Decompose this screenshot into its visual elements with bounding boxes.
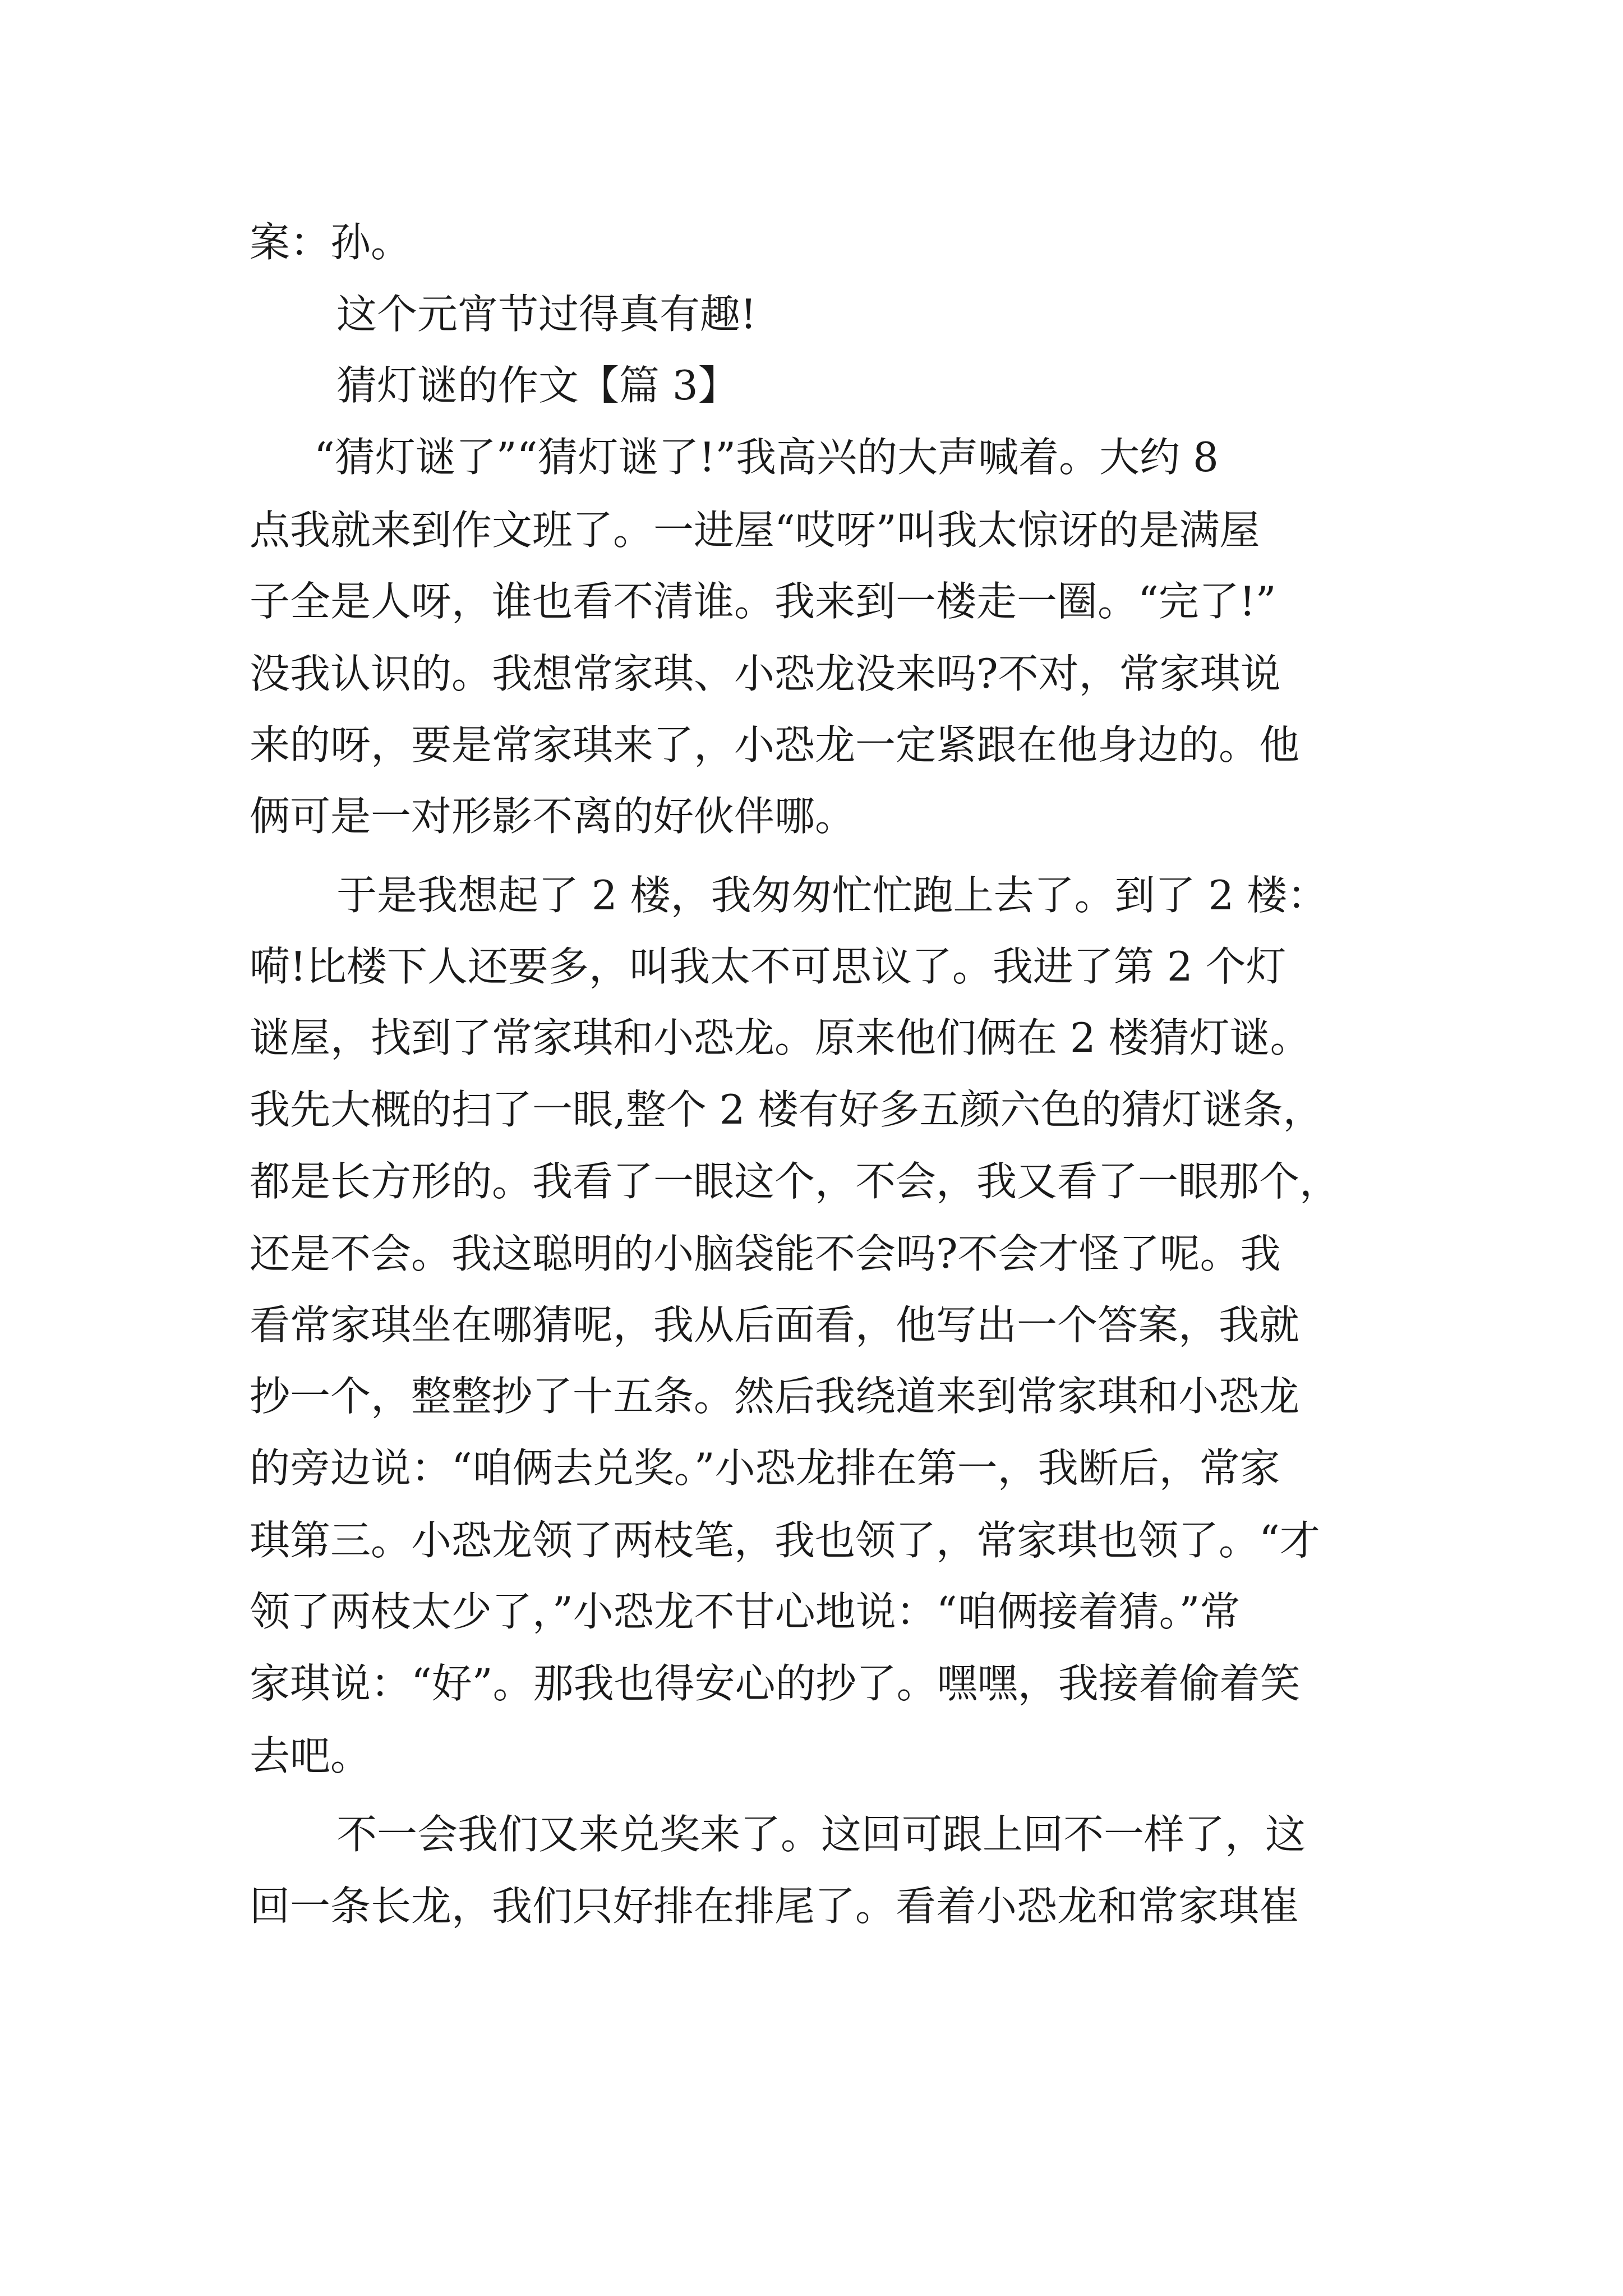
section-heading: 猜灯谜的作文【篇 3】 (336, 362, 739, 409)
paragraph-line: 回一条长龙，我们只好排在排尾了。看着小恐龙和常家琪崔 (250, 1883, 1300, 1930)
paragraph-line: 俩可是一对形影不离的好伙伴哪。 (250, 793, 856, 840)
paragraph-line: 我先大概的扫了一眼,整个 2 楼有好多五颜六色的猜灯谜条， (250, 1086, 1324, 1133)
paragraph-line: 不一会我们又来兑奖来了。这回可跟上回不一样了，这 (336, 1811, 1306, 1858)
paragraph-line: 嗬!比楼下人还要多，叫我太不可思议了。我进了第 2 个灯 (250, 943, 1287, 990)
paragraph-line: 看常家琪坐在哪猜呢，我从后面看，他写出一个答案，我就 (250, 1301, 1300, 1349)
paragraph-line: 都是长方形的。我看了一眼这个，不会，我又看了一眼那个， (250, 1158, 1340, 1205)
paragraph-line: 点我就来到作文班了。一进屋“哎呀”叫我太惊讶的是满屋 (250, 507, 1260, 554)
paragraph-line: 家琪说：“好”。那我也得安心的抄了。嘿嘿，我接着偷着笑 (250, 1660, 1301, 1707)
paragraph-line: “猜灯谜了”“猜灯谜了!”我高兴的大声喊着。大约 8 (314, 434, 1219, 481)
paragraph-line: 子全是人呀，谁也看不清谁。我来到一楼走一圈。“完了!” (250, 578, 1276, 625)
paragraph-line: 去吧。 (250, 1732, 371, 1779)
paragraph-line: 谜屋，找到了常家琪和小恐龙。原来他们俩在 2 楼猜灯谜。 (250, 1014, 1311, 1061)
paragraph-line: 琪第三。小恐龙领了两枝笔，我也领了，常家琪也领了。“才 (250, 1517, 1320, 1564)
paragraph-line: 没我认识的。我想常家琪、小恐龙没来吗?不对，常家琪说 (250, 650, 1281, 697)
text-line: 这个元宵节过得真有趣! (336, 291, 757, 338)
paragraph-line: 领了两枝太少了，”小恐龙不甘心地说：“咱俩接着猜。”常 (250, 1588, 1241, 1635)
paragraph-line: 抄一个，整整抄了十五条。然后我绕道来到常家琪和小恐龙 (250, 1373, 1300, 1420)
paragraph-line: 的旁边说：“咱俩去兑奖。”小恐龙排在第一，我断后，常家 (250, 1444, 1280, 1492)
paragraph-line: 来的呀，要是常家琪来了，小恐龙一定紧跟在他身边的。他 (250, 721, 1300, 769)
paragraph-line: 还是不会。我这聪明的小脑袋能不会吗?不会才怪了呢。我 (250, 1230, 1281, 1277)
paragraph-line: 于是我想起了 2 楼，我匆匆忙忙跑上去了。到了 2 楼： (336, 872, 1328, 919)
text-line: 案：孙。 (250, 219, 412, 266)
